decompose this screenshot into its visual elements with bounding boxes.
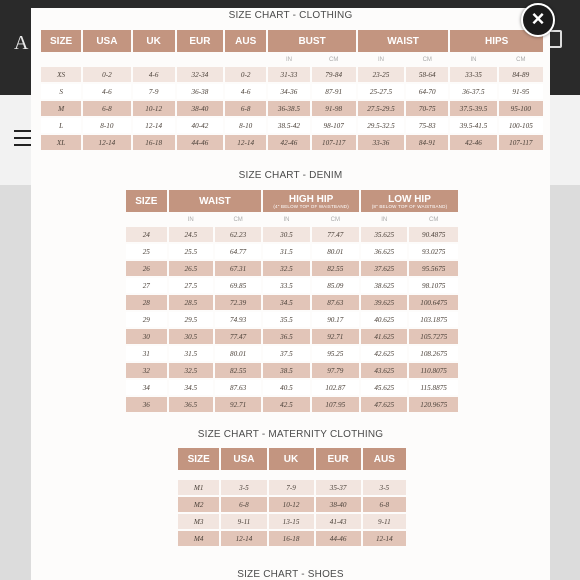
column-header	[169, 190, 262, 212]
table-cell: 84-91	[406, 135, 448, 150]
table-cell: 6-8	[221, 497, 266, 512]
table-cell: 91-98	[312, 101, 356, 116]
table-cell: 80.01	[215, 346, 261, 361]
table-cell: 16-18	[133, 135, 175, 150]
table-cell: 12-14	[221, 531, 266, 546]
table-cell: 40-42	[177, 118, 223, 133]
table-cell: 9-11	[363, 514, 406, 529]
table-cell: 36	[126, 397, 167, 412]
table-cell: 42.5	[263, 397, 309, 412]
column-header: UK	[133, 30, 175, 52]
table-cell: 103.1875	[409, 312, 458, 327]
table-row	[178, 514, 406, 529]
table-row	[41, 118, 543, 133]
clothing-size-table	[39, 28, 545, 152]
table-cell: L	[41, 118, 81, 133]
column-header: SIZE	[178, 448, 219, 470]
table-cell: XS	[41, 67, 81, 82]
table-cell: 82.55	[215, 363, 261, 378]
table-cell: 42-46	[268, 135, 309, 150]
clothing-title: SIZE CHART - CLOTHING	[228, 10, 353, 21]
table-cell: 33-36	[358, 135, 404, 150]
maternity-title: SIZE CHART - MATERNITY CLOTHING	[197, 429, 384, 440]
table-cell: 64-70	[406, 84, 448, 99]
column-header: AUS	[225, 30, 266, 52]
table-row	[126, 397, 458, 412]
table-row	[126, 261, 458, 276]
table-cell: 30.5	[263, 227, 309, 242]
table-cell: 33-35	[450, 67, 496, 82]
column-header: USA	[83, 30, 130, 52]
unit-label: IN	[470, 56, 477, 63]
table-cell: 108.2675	[409, 346, 458, 361]
table-cell: 12-14	[363, 531, 406, 546]
table-cell: M1	[178, 480, 219, 495]
table-cell: 27.5-29.5	[358, 101, 404, 116]
unit-label: CM	[330, 216, 340, 223]
table-cell: 29	[126, 312, 167, 327]
unit-label: IN	[187, 216, 194, 223]
column-header-subtitle: (4" BELOW TOP OF WAISTBAND)	[273, 203, 349, 209]
table-cell: 25	[126, 244, 167, 259]
table-cell: 12-14	[133, 118, 175, 133]
table-cell: 27	[126, 278, 167, 293]
table-cell: 7-9	[269, 480, 314, 495]
table-cell: 32.5	[263, 261, 309, 276]
table-cell: 91-95	[499, 84, 543, 99]
table-cell: 35.625	[361, 227, 407, 242]
table-cell: 95.25	[312, 346, 359, 361]
cart-icon[interactable]	[548, 30, 562, 48]
table-row	[126, 380, 458, 395]
table-cell: 6-8	[83, 101, 130, 116]
table-cell: 42-46	[450, 135, 496, 150]
table-cell: 37.625	[361, 261, 407, 276]
column-header-label: SIZE	[135, 195, 158, 207]
table-cell: 40.625	[361, 312, 407, 327]
table-row	[126, 227, 458, 242]
table-row	[126, 363, 458, 378]
table-cell: M	[41, 101, 81, 116]
hamburger-menu-icon[interactable]	[14, 130, 32, 146]
column-header	[361, 190, 458, 212]
table-cell: 82.55	[312, 261, 359, 276]
table-row	[41, 101, 543, 116]
table-cell: 79-84	[312, 67, 356, 82]
table-cell: 92.71	[215, 397, 261, 412]
table-cell: 37.5	[263, 346, 309, 361]
table-cell: M4	[178, 531, 219, 546]
table-cell: 93.0275	[409, 244, 458, 259]
table-row	[126, 329, 458, 344]
table-cell: 62.23	[215, 227, 261, 242]
table-cell: 33.5	[263, 278, 309, 293]
table-cell: M3	[178, 514, 219, 529]
table-cell: 85.09	[312, 278, 359, 293]
table-cell: 3-5	[221, 480, 266, 495]
unit-label	[126, 214, 167, 225]
table-cell: 13-15	[269, 514, 314, 529]
table-cell: 39.625	[361, 295, 407, 310]
unit-label: IN	[377, 56, 384, 63]
table-cell: 64.77	[215, 244, 261, 259]
table-cell: 36-38	[177, 84, 223, 99]
table-cell: 8-10	[225, 118, 266, 133]
column-header-label: LOW HIP	[388, 193, 431, 205]
table-cell: 44-46	[177, 135, 223, 150]
table-cell: 4-6	[83, 84, 130, 99]
unit-label: CM	[329, 56, 339, 63]
table-cell: S	[41, 84, 81, 99]
table-cell: 23-25	[358, 67, 404, 82]
table-cell: 45.625	[361, 380, 407, 395]
table-cell: 37.5-39.5	[450, 101, 496, 116]
unit-label	[133, 54, 175, 65]
unit-label	[225, 54, 266, 65]
column-header-label: WAIST	[199, 195, 231, 207]
table-cell: 75-83	[406, 118, 448, 133]
table-cell: 38.625	[361, 278, 407, 293]
table-cell: 32.5	[169, 363, 213, 378]
table-cell: 98-107	[312, 118, 356, 133]
column-header	[263, 190, 359, 212]
table-cell: 107.95	[312, 397, 359, 412]
table-cell: 92.71	[312, 329, 359, 344]
table-cell: 90.17	[312, 312, 359, 327]
column-header: UK	[269, 448, 314, 470]
table-cell: 32-34	[177, 67, 223, 82]
table-cell: 9-11	[221, 514, 266, 529]
site-logo[interactable]: A	[14, 32, 31, 54]
table-cell: XL	[41, 135, 81, 150]
table-cell: 12-14	[83, 135, 130, 150]
column-header: BUST	[268, 30, 356, 52]
table-cell: 87-91	[312, 84, 356, 99]
table-cell: 30	[126, 329, 167, 344]
unit-label	[41, 54, 81, 65]
table-cell: 107-117	[312, 135, 356, 150]
table-cell: 77.47	[215, 329, 261, 344]
table-cell: 36-37.5	[450, 84, 496, 99]
table-cell: 30.5	[169, 329, 213, 344]
denim-size-table	[124, 188, 460, 414]
table-cell: 34.5	[263, 295, 309, 310]
denim-title: SIZE CHART - DENIM	[238, 170, 343, 181]
table-cell: 35.5	[263, 312, 309, 327]
maternity-size-table	[176, 446, 408, 548]
table-cell: 107-117	[499, 135, 543, 150]
column-header-label: HIGH HIP	[288, 193, 334, 205]
table-cell: 35-37	[316, 480, 361, 495]
table-cell: 28.5	[169, 295, 213, 310]
table-cell: 0-2	[225, 67, 266, 82]
table-cell: 72.39	[215, 295, 261, 310]
table-cell: 29.5-32.5	[358, 118, 404, 133]
table-row	[178, 480, 406, 495]
table-cell: 29.5	[169, 312, 213, 327]
unit-label	[83, 54, 130, 65]
table-row	[126, 244, 458, 259]
table-cell: 41-43	[316, 514, 361, 529]
table-cell: 4-6	[225, 84, 266, 99]
table-cell: 120.9675	[409, 397, 458, 412]
table-cell: 38.5	[263, 363, 309, 378]
table-cell: 100-105	[499, 118, 543, 133]
column-header	[126, 190, 167, 212]
table-cell: 97.79	[312, 363, 359, 378]
table-cell: 26.5	[169, 261, 213, 276]
table-cell: 44-46	[316, 531, 361, 546]
close-modal-button[interactable]: ×	[521, 3, 555, 37]
table-row	[41, 84, 543, 99]
table-cell: 31.5	[169, 346, 213, 361]
table-cell: 24.5	[169, 227, 213, 242]
table-cell: 115.8875	[409, 380, 458, 395]
table-cell: 102.87	[312, 380, 359, 395]
table-cell: 41.625	[361, 329, 407, 344]
table-cell: 28	[126, 295, 167, 310]
column-header-subtitle: (8" BELOW TOP OF WAISTBAND)	[371, 203, 448, 209]
shoes-title: SIZE CHART - SHOES	[237, 569, 344, 580]
table-cell: 4-6	[133, 67, 175, 82]
table-cell: 70-75	[406, 101, 448, 116]
table-cell: 36.5	[169, 397, 213, 412]
unit-label: CM	[422, 56, 432, 63]
column-header: EUR	[316, 448, 361, 470]
table-cell: 69.85	[215, 278, 261, 293]
table-cell: 25-27.5	[358, 84, 404, 99]
table-cell: 90.4875	[409, 227, 458, 242]
table-cell: 36-38.5	[268, 101, 309, 116]
table-cell: 31.5	[263, 244, 309, 259]
table-cell: 58-64	[406, 67, 448, 82]
table-cell: 34-36	[268, 84, 309, 99]
table-row	[178, 497, 406, 512]
table-cell: 10-12	[133, 101, 175, 116]
table-cell: 36.5	[263, 329, 309, 344]
table-cell: 74.93	[215, 312, 261, 327]
unit-label: IN	[381, 216, 388, 223]
column-header: HIPS	[450, 30, 543, 52]
table-cell: 67.31	[215, 261, 261, 276]
table-cell: 6-8	[225, 101, 266, 116]
column-header: AUS	[363, 448, 406, 470]
table-cell: 95.5675	[409, 261, 458, 276]
table-cell: 40.5	[263, 380, 309, 395]
table-row	[126, 312, 458, 327]
table-row	[126, 278, 458, 293]
table-cell: 16-18	[269, 531, 314, 546]
table-cell: 31-33	[268, 67, 309, 82]
table-cell: 0-2	[83, 67, 130, 82]
unit-label: IN	[283, 216, 290, 223]
table-row	[126, 295, 458, 310]
table-cell: 95-100	[499, 101, 543, 116]
table-cell: 24	[126, 227, 167, 242]
table-cell: 84-89	[499, 67, 543, 82]
size-chart-modal	[31, 8, 550, 580]
table-row	[126, 346, 458, 361]
unit-label: CM	[516, 56, 526, 63]
table-cell: 10-12	[269, 497, 314, 512]
table-cell: 36.625	[361, 244, 407, 259]
table-cell: 39.5-41.5	[450, 118, 496, 133]
table-cell: 80.01	[312, 244, 359, 259]
table-cell: 47.625	[361, 397, 407, 412]
column-header: EUR	[177, 30, 223, 52]
table-cell: 34	[126, 380, 167, 395]
table-cell: 105.7275	[409, 329, 458, 344]
column-header: USA	[221, 448, 266, 470]
table-cell: 38.5-42	[268, 118, 309, 133]
table-cell: M2	[178, 497, 219, 512]
column-header: SIZE	[41, 30, 81, 52]
table-cell: 31	[126, 346, 167, 361]
table-cell: 27.5	[169, 278, 213, 293]
table-cell: 87.63	[215, 380, 261, 395]
table-cell: 42.625	[361, 346, 407, 361]
unit-label: IN	[285, 56, 292, 63]
table-cell: 98.1075	[409, 278, 458, 293]
column-header: WAIST	[358, 30, 449, 52]
table-cell: 3-5	[363, 480, 406, 495]
table-cell: 38-40	[177, 101, 223, 116]
table-row	[41, 67, 543, 82]
unit-label: CM	[429, 216, 439, 223]
unit-label	[177, 54, 223, 65]
table-cell: 32	[126, 363, 167, 378]
table-row	[178, 531, 406, 546]
table-cell: 12-14	[225, 135, 266, 150]
table-cell: 8-10	[83, 118, 130, 133]
table-cell: 87.63	[312, 295, 359, 310]
table-cell: 34.5	[169, 380, 213, 395]
table-cell: 7-9	[133, 84, 175, 99]
table-cell: 38-40	[316, 497, 361, 512]
table-cell: 6-8	[363, 497, 406, 512]
table-cell: 100.6475	[409, 295, 458, 310]
table-cell: 25.5	[169, 244, 213, 259]
table-cell: 26	[126, 261, 167, 276]
table-row	[41, 135, 543, 150]
table-cell: 110.8075	[409, 363, 458, 378]
unit-label: CM	[233, 216, 243, 223]
table-cell: 77.47	[312, 227, 359, 242]
table-cell: 43.625	[361, 363, 407, 378]
